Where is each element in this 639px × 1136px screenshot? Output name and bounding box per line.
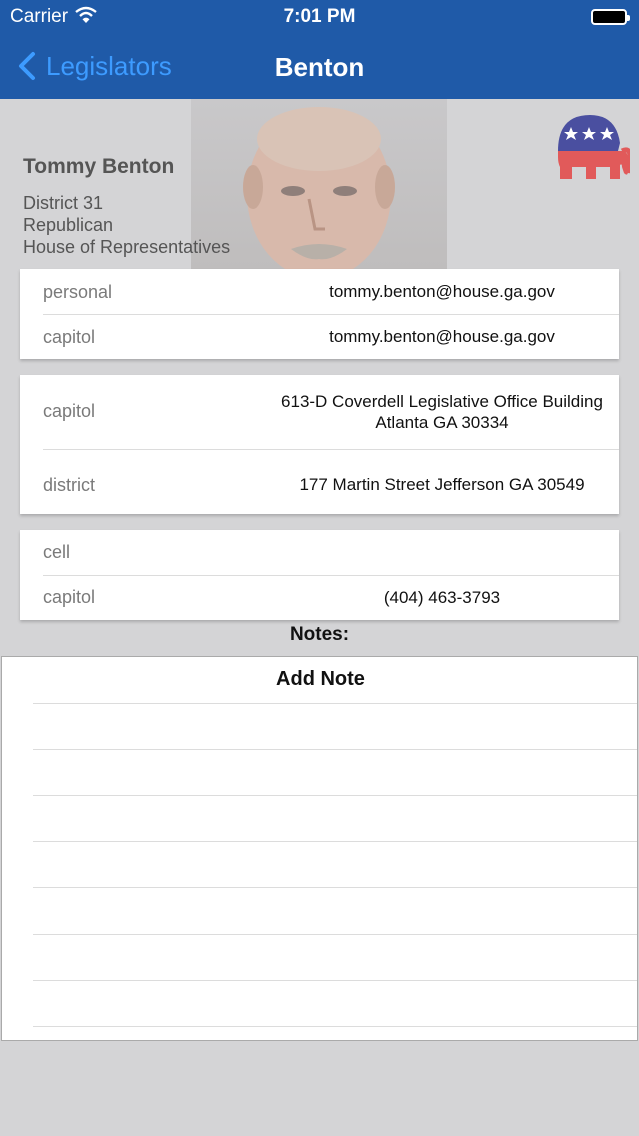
email-card xyxy=(20,269,619,359)
email-value[interactable]: tommy.benton@house.ga.gov xyxy=(329,282,555,301)
row-label: capitol xyxy=(43,327,96,347)
page-title: Benton xyxy=(274,52,365,82)
status-bar xyxy=(0,0,639,34)
note-line xyxy=(33,749,637,750)
header xyxy=(0,0,639,99)
note-line xyxy=(33,934,637,935)
status-time: 7:01 PM xyxy=(283,6,356,27)
email-row-personal[interactable] xyxy=(20,269,619,314)
address-row-capitol[interactable] xyxy=(20,375,619,449)
address-row-district[interactable] xyxy=(20,449,619,514)
phone-card xyxy=(20,530,619,620)
party-label: Republican xyxy=(23,215,114,235)
row-label: personal xyxy=(43,282,113,302)
carrier-label: Carrier xyxy=(10,6,69,27)
nav-bar xyxy=(0,34,639,99)
address-line-2[interactable]: Atlanta GA 30334 xyxy=(375,413,509,432)
address-card xyxy=(20,375,619,514)
legislator-name: Tommy Benton xyxy=(23,155,175,178)
note-line xyxy=(33,980,637,981)
phone-value[interactable]: (404) 463-3793 xyxy=(383,588,501,607)
row-label: district xyxy=(43,475,96,495)
battery-icon xyxy=(591,9,627,25)
note-line xyxy=(33,795,637,796)
profile-header xyxy=(0,99,639,269)
row-label: capitol xyxy=(43,401,96,421)
note-line xyxy=(33,703,637,704)
address-line-1[interactable]: 177 Martin Street Jefferson GA 30549 xyxy=(299,475,585,494)
row-label: capitol xyxy=(43,587,96,607)
phone-row-cell[interactable] xyxy=(20,530,619,575)
back-label: Legislators xyxy=(46,50,172,81)
add-note-button[interactable]: Add Note xyxy=(276,668,365,690)
row-label: cell xyxy=(43,542,71,562)
note-line xyxy=(33,887,637,888)
notes-panel xyxy=(1,656,638,1041)
address-line-1[interactable]: 613-D Coverdell Legislative Office Building xyxy=(281,392,603,411)
email-value[interactable]: tommy.benton@house.ga.gov xyxy=(329,327,555,346)
republican-elephant-icon xyxy=(556,107,630,183)
notes-title: Notes: xyxy=(289,624,350,645)
phone-row-capitol[interactable] xyxy=(20,575,619,620)
chamber-label: House of Representatives xyxy=(23,237,231,257)
email-row-capitol[interactable] xyxy=(20,314,619,359)
note-line xyxy=(33,841,637,842)
note-line xyxy=(33,1026,637,1027)
district-label: District 31 xyxy=(23,193,104,213)
